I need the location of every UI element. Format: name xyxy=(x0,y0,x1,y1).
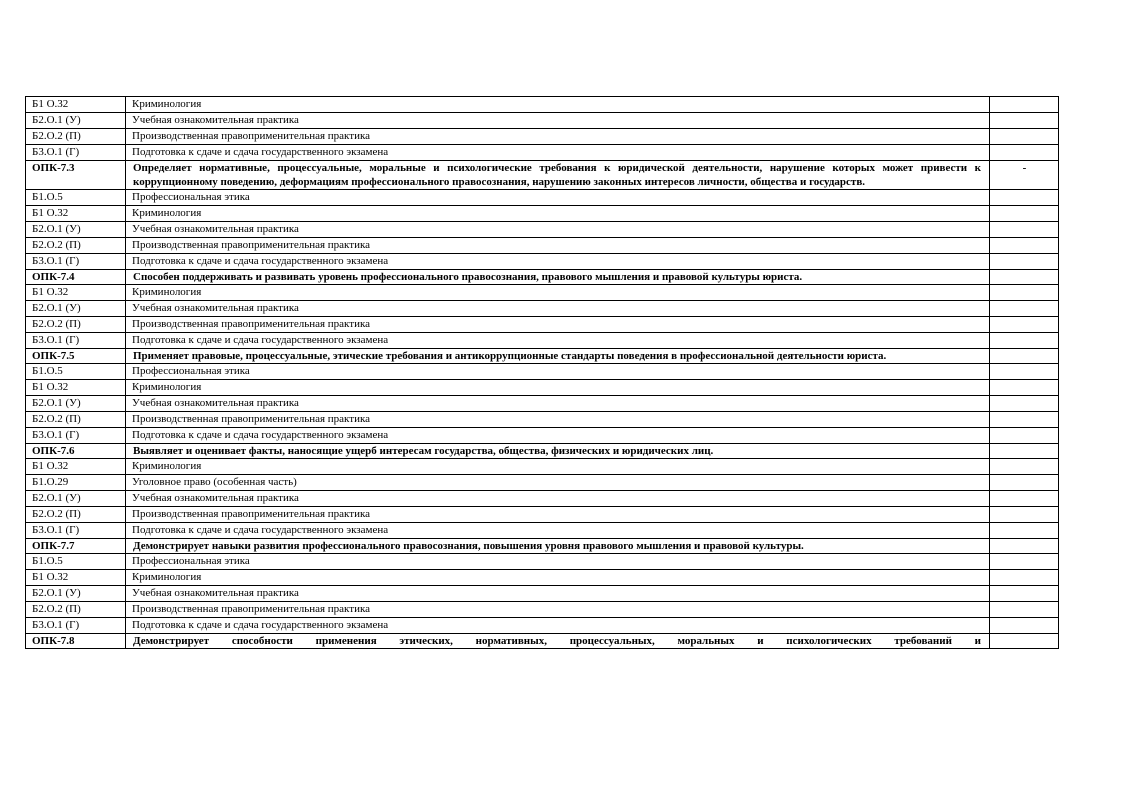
discipline-code: Б2.О.1 (У) xyxy=(26,491,126,507)
discipline-code: Б3.О.1 (Г) xyxy=(26,254,126,270)
discipline-code: Б3.О.1 (Г) xyxy=(26,333,126,349)
discipline-name: Криминология xyxy=(126,570,990,586)
mark-cell xyxy=(990,444,1059,459)
discipline-row xyxy=(26,145,1059,161)
mark-cell xyxy=(990,570,1059,586)
mark-cell xyxy=(990,428,1059,444)
mark-cell xyxy=(990,270,1059,285)
discipline-code: Б1.О.5 xyxy=(26,554,126,570)
discipline-row xyxy=(26,523,1059,539)
table-body xyxy=(26,97,1059,649)
discipline-name: Подготовка к сдаче и сдача государственного экзамена xyxy=(126,254,990,270)
mark-cell xyxy=(990,190,1059,206)
mark-cell xyxy=(990,459,1059,475)
discipline-code: Б1 О.32 xyxy=(26,459,126,475)
competency-row xyxy=(26,349,1059,364)
mark-cell xyxy=(990,634,1059,649)
mark-cell xyxy=(990,586,1059,602)
competency-row xyxy=(26,270,1059,285)
discipline-name: Профессиональная этика xyxy=(126,364,990,380)
mark-cell xyxy=(990,396,1059,412)
discipline-row xyxy=(26,97,1059,113)
competency-description: Выявляет и оценивает факты, наносящие ущерб интересам государства, общества, физических и юридических лиц. xyxy=(126,444,990,459)
discipline-row xyxy=(26,190,1059,206)
discipline-code: Б1 О.32 xyxy=(26,285,126,301)
mark-cell xyxy=(990,380,1059,396)
discipline-row xyxy=(26,602,1059,618)
discipline-name: Учебная ознакомительная практика xyxy=(126,586,990,602)
discipline-row xyxy=(26,507,1059,523)
discipline-row xyxy=(26,222,1059,238)
discipline-name: Учебная ознакомительная практика xyxy=(126,113,990,129)
discipline-row xyxy=(26,428,1059,444)
discipline-row xyxy=(26,554,1059,570)
competency-code: ОПК-7.5 xyxy=(26,349,126,364)
discipline-row xyxy=(26,285,1059,301)
discipline-row xyxy=(26,129,1059,145)
discipline-name: Производственная правоприменительная практика xyxy=(126,129,990,145)
mark-cell xyxy=(990,523,1059,539)
discipline-code: Б2.О.1 (У) xyxy=(26,113,126,129)
mark-cell xyxy=(990,333,1059,349)
mark-cell xyxy=(990,301,1059,317)
competency-code: ОПК-7.3 xyxy=(26,161,126,190)
discipline-row xyxy=(26,412,1059,428)
discipline-row xyxy=(26,570,1059,586)
mark-cell xyxy=(990,206,1059,222)
discipline-name: Учебная ознакомительная практика xyxy=(126,301,990,317)
competency-description: Применяет правовые, процессуальные, этические требования и антикоррупционные стандарты поведения в профессиональной деятельности юриста. xyxy=(126,349,990,364)
discipline-name: Криминология xyxy=(126,459,990,475)
competency-description: Определяет нормативные, процессуальные, моральные и психологические требования к юридической деятельности, нарушение которых может привести к коррупционному поведению, деформациям профессионального правосознания, нарушению законных интересов личности, общества и государств. xyxy=(126,161,990,190)
mark-cell xyxy=(990,285,1059,301)
discipline-name: Подготовка к сдаче и сдача государственного экзамена xyxy=(126,618,990,634)
discipline-code: Б3.О.1 (Г) xyxy=(26,523,126,539)
discipline-code: Б2.О.2 (П) xyxy=(26,602,126,618)
mark-cell xyxy=(990,238,1059,254)
discipline-code: Б1.О.5 xyxy=(26,364,126,380)
mark-cell xyxy=(990,222,1059,238)
discipline-row xyxy=(26,113,1059,129)
discipline-name: Учебная ознакомительная практика xyxy=(126,491,990,507)
mark-cell xyxy=(990,145,1059,161)
mark-cell xyxy=(990,412,1059,428)
mark-cell xyxy=(990,317,1059,333)
discipline-name: Криминология xyxy=(126,285,990,301)
competency-code: ОПК-7.6 xyxy=(26,444,126,459)
discipline-row xyxy=(26,317,1059,333)
mark-cell xyxy=(990,475,1059,491)
discipline-name: Подготовка к сдаче и сдача государственного экзамена xyxy=(126,523,990,539)
discipline-name: Учебная ознакомительная практика xyxy=(126,396,990,412)
discipline-name: Производственная правоприменительная практика xyxy=(126,238,990,254)
discipline-code: Б2.О.2 (П) xyxy=(26,412,126,428)
discipline-name: Учебная ознакомительная практика xyxy=(126,222,990,238)
mark-cell xyxy=(990,507,1059,523)
mark-cell: - xyxy=(990,161,1059,190)
competency-row xyxy=(26,444,1059,459)
mark-cell xyxy=(990,618,1059,634)
discipline-name: Профессиональная этика xyxy=(126,554,990,570)
discipline-row xyxy=(26,475,1059,491)
discipline-code: Б1.О.29 xyxy=(26,475,126,491)
mark-cell xyxy=(990,554,1059,570)
competency-discipline-table xyxy=(25,96,1059,649)
mark-cell xyxy=(990,349,1059,364)
discipline-row xyxy=(26,206,1059,222)
discipline-name: Подготовка к сдаче и сдача государственного экзамена xyxy=(126,145,990,161)
discipline-row xyxy=(26,459,1059,475)
competency-row xyxy=(26,161,1059,190)
competency-code: ОПК-7.8 xyxy=(26,634,126,649)
discipline-name: Подготовка к сдаче и сдача государственного экзамена xyxy=(126,428,990,444)
competency-row xyxy=(26,634,1059,649)
competency-description: Способен поддерживать и развивать уровень профессионального правосознания, правового мышления и правовой культуры юриста. xyxy=(126,270,990,285)
discipline-code: Б2.О.1 (У) xyxy=(26,301,126,317)
competency-code: ОПК-7.7 xyxy=(26,539,126,554)
mark-cell xyxy=(990,491,1059,507)
competency-description: Демонстрирует навыки развития профессионального правосознания, повышения уровня правового мышления и правовой культуры. xyxy=(126,539,990,554)
mark-cell xyxy=(990,602,1059,618)
discipline-code: Б2.О.2 (П) xyxy=(26,507,126,523)
mark-cell xyxy=(990,113,1059,129)
discipline-row xyxy=(26,254,1059,270)
discipline-name: Уголовное право (особенная часть) xyxy=(126,475,990,491)
discipline-row xyxy=(26,333,1059,349)
discipline-code: Б1 О.32 xyxy=(26,380,126,396)
discipline-code: Б2.О.1 (У) xyxy=(26,396,126,412)
discipline-code: Б1.О.5 xyxy=(26,190,126,206)
mark-cell xyxy=(990,254,1059,270)
discipline-code: Б3.О.1 (Г) xyxy=(26,145,126,161)
competency-description: Демонстрирует способности применения этических, нормативных, процессуальных, моральных и психологических требований и xyxy=(126,634,990,649)
discipline-row xyxy=(26,491,1059,507)
discipline-row xyxy=(26,586,1059,602)
discipline-code: Б2.О.1 (У) xyxy=(26,586,126,602)
competency-row xyxy=(26,539,1059,554)
discipline-row xyxy=(26,380,1059,396)
discipline-name: Производственная правоприменительная практика xyxy=(126,317,990,333)
discipline-name: Производственная правоприменительная практика xyxy=(126,412,990,428)
discipline-row xyxy=(26,396,1059,412)
discipline-code: Б1 О.32 xyxy=(26,206,126,222)
discipline-code: Б2.О.2 (П) xyxy=(26,129,126,145)
discipline-row xyxy=(26,238,1059,254)
mark-cell xyxy=(990,364,1059,380)
discipline-code: Б3.О.1 (Г) xyxy=(26,618,126,634)
discipline-code: Б3.О.1 (Г) xyxy=(26,428,126,444)
discipline-code: Б2.О.1 (У) xyxy=(26,222,126,238)
mark-cell xyxy=(990,539,1059,554)
discipline-code: Б1 О.32 xyxy=(26,570,126,586)
mark-cell xyxy=(990,129,1059,145)
discipline-row xyxy=(26,618,1059,634)
discipline-name: Криминология xyxy=(126,97,990,113)
discipline-name: Профессиональная этика xyxy=(126,190,990,206)
discipline-row xyxy=(26,364,1059,380)
discipline-name: Криминология xyxy=(126,380,990,396)
discipline-row xyxy=(26,301,1059,317)
discipline-name: Производственная правоприменительная практика xyxy=(126,507,990,523)
discipline-name: Криминология xyxy=(126,206,990,222)
competency-code: ОПК-7.4 xyxy=(26,270,126,285)
discipline-code: Б1 О.32 xyxy=(26,97,126,113)
mark-cell xyxy=(990,97,1059,113)
discipline-name: Производственная правоприменительная практика xyxy=(126,602,990,618)
discipline-code: Б2.О.2 (П) xyxy=(26,238,126,254)
discipline-code: Б2.О.2 (П) xyxy=(26,317,126,333)
discipline-name: Подготовка к сдаче и сдача государственного экзамена xyxy=(126,333,990,349)
